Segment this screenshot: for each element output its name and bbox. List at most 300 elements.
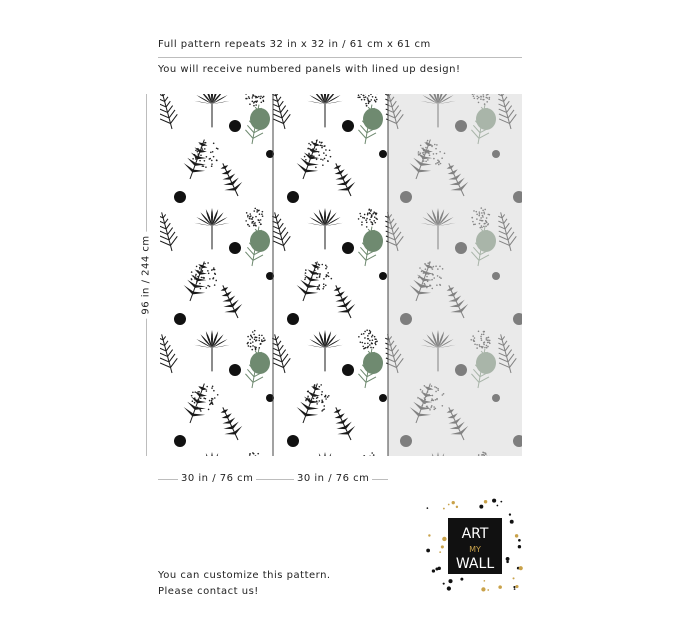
dot-cluster [370, 210, 372, 212]
dot-cluster [194, 397, 196, 399]
dot-cluster [367, 346, 369, 348]
logo-confetti-dot [518, 545, 521, 548]
dot-cluster [323, 278, 325, 280]
dot-cluster [247, 336, 249, 338]
logo-confetti-dot [506, 561, 509, 564]
dot-cluster [260, 95, 262, 97]
dot-cluster [367, 97, 369, 99]
dot-cluster [192, 158, 194, 160]
dot-cluster [254, 101, 256, 103]
dot-cluster [365, 96, 367, 98]
dot-cluster [208, 273, 210, 275]
dot-cluster [201, 277, 203, 279]
contact-text: Please contact us! [158, 586, 259, 597]
dot-cluster [209, 158, 211, 160]
dot-cluster [373, 220, 375, 222]
dot-cluster [369, 101, 371, 103]
dot-cluster [328, 395, 330, 397]
dot-cluster [305, 159, 307, 161]
panel2-width-label: 30 in / 76 cm [294, 473, 372, 484]
logo-confetti-dot [506, 557, 510, 561]
dot-cluster [311, 277, 313, 279]
dot-cluster [202, 150, 204, 152]
dot-cluster [249, 339, 251, 341]
dot-cluster [216, 147, 218, 149]
dot-cluster [322, 288, 324, 290]
dot-cluster [371, 214, 373, 216]
logo-confetti-dot [443, 583, 445, 585]
dot-cluster [250, 342, 252, 344]
dot-cluster [307, 391, 309, 393]
dot-cluster [214, 284, 216, 286]
dot-cluster [360, 341, 362, 343]
dot-cluster [204, 148, 206, 150]
dot-cluster [213, 277, 215, 279]
dot-cluster [316, 159, 318, 161]
dot-cluster [206, 156, 208, 158]
black-blob [229, 364, 241, 376]
dot-cluster [319, 400, 321, 402]
dot-cluster [247, 343, 249, 345]
dot-cluster [308, 154, 310, 156]
dot-cluster [363, 95, 365, 97]
dot-cluster [367, 343, 369, 345]
dot-cluster [314, 270, 316, 272]
dot-cluster [250, 346, 252, 348]
dot-cluster [256, 97, 258, 99]
dot-cluster [200, 394, 202, 396]
dot-cluster [196, 281, 198, 283]
dot-cluster [331, 278, 333, 280]
dot-cluster [374, 222, 376, 224]
logo-confetti-dot [442, 537, 446, 541]
dot-cluster [325, 398, 327, 400]
dot-cluster [363, 97, 365, 99]
dot-cluster [252, 345, 254, 347]
dot-cluster [308, 143, 310, 145]
dot-cluster [213, 156, 215, 158]
dot-cluster [304, 279, 306, 281]
dot-cluster [192, 400, 194, 402]
dot-cluster [323, 145, 325, 147]
dot-cluster [371, 222, 373, 224]
dot-cluster [199, 386, 201, 388]
dot-cluster [315, 272, 317, 274]
dot-cluster [315, 167, 317, 169]
dot-cluster [200, 397, 202, 399]
dot-cluster [310, 149, 312, 151]
dot-cluster [258, 347, 260, 349]
dot-cluster [211, 160, 213, 162]
dot-cluster [212, 151, 214, 153]
dot-cluster [370, 347, 372, 349]
dot-cluster [213, 390, 215, 392]
dot-cluster [211, 400, 213, 402]
dot-cluster [213, 142, 215, 144]
dot-cluster [260, 223, 262, 225]
logo-confetti-dot [519, 566, 523, 570]
black-blob [342, 364, 354, 376]
dot-cluster [263, 337, 265, 339]
dot-cluster [321, 410, 323, 412]
dot-cluster [367, 335, 369, 337]
dot-cluster [203, 165, 205, 167]
dot-cluster [247, 224, 249, 226]
dot-cluster [324, 158, 326, 160]
dot-cluster [258, 340, 260, 342]
dot-cluster [312, 151, 314, 153]
dot-cluster [254, 208, 256, 210]
dot-cluster [253, 210, 255, 212]
logo-confetti-dot [509, 513, 511, 515]
dot-cluster [313, 386, 315, 388]
panels-info-text: You will receive numbered panels with lined up design! [158, 64, 461, 75]
dot-cluster [257, 219, 259, 221]
dot-cluster [255, 104, 257, 106]
dot-cluster [192, 391, 194, 393]
dot-cluster [207, 270, 209, 272]
dot-cluster [366, 218, 368, 220]
dot-cluster [364, 217, 366, 219]
dot-cluster [259, 222, 261, 224]
logo-confetti-dot [513, 577, 515, 579]
dot-cluster [254, 95, 256, 97]
dot-cluster [207, 262, 209, 264]
logo-confetti-dot [510, 520, 514, 524]
dot-cluster [251, 349, 253, 351]
dot-cluster [216, 160, 218, 162]
dot-cluster [202, 277, 204, 279]
dot-cluster [260, 343, 262, 345]
dot-cluster [361, 221, 363, 223]
dot-cluster [374, 338, 376, 340]
dot-cluster [365, 103, 367, 105]
dot-cluster [317, 287, 319, 289]
dot-cluster [317, 273, 319, 275]
logo-confetti-dot [484, 580, 486, 582]
dot-cluster [253, 334, 255, 336]
black-blob [174, 435, 186, 447]
dot-cluster [312, 394, 314, 396]
dot-cluster [262, 97, 264, 99]
dot-cluster [359, 96, 361, 98]
logo-confetti-dot [441, 545, 444, 548]
dot-cluster [328, 276, 330, 278]
dot-cluster [371, 99, 373, 101]
green-blob [363, 108, 383, 130]
dot-cluster [199, 160, 201, 162]
dot-cluster [257, 453, 259, 455]
logo-confetti-dot [427, 507, 429, 509]
dot-cluster [191, 278, 193, 280]
dot-cluster [307, 148, 309, 150]
dot-cluster [327, 272, 329, 274]
dot-cluster [197, 407, 199, 409]
black-blob [287, 435, 299, 447]
dot-cluster [197, 391, 199, 393]
dot-cluster [198, 154, 200, 156]
black-blob [229, 120, 241, 132]
dot-cluster [369, 340, 371, 342]
dot-cluster [371, 343, 373, 345]
dot-cluster [318, 386, 320, 388]
dot-cluster [261, 335, 263, 337]
panel3-overlay [388, 94, 522, 456]
dot-cluster [305, 399, 307, 401]
dot-cluster [250, 335, 252, 337]
logo-confetti-dot [500, 501, 502, 503]
dot-cluster [197, 270, 199, 272]
logo-confetti-dot [438, 567, 441, 570]
black-blob [174, 191, 186, 203]
dot-cluster [314, 384, 316, 386]
dot-cluster [364, 337, 366, 339]
dot-cluster [251, 97, 253, 99]
black-dot [379, 150, 387, 158]
dot-cluster [363, 348, 365, 350]
dot-cluster [262, 215, 264, 217]
logo-confetti-dot [443, 508, 445, 510]
dot-cluster [213, 267, 215, 269]
dot-cluster [374, 342, 376, 344]
dot-cluster [254, 338, 256, 340]
dot-cluster [367, 338, 369, 340]
dot-cluster [253, 453, 255, 455]
dot-cluster [376, 99, 378, 101]
art-my-wall-logo [426, 498, 524, 596]
dot-cluster [326, 266, 328, 268]
dot-cluster [307, 395, 309, 397]
height-dimension-label: 96 in / 244 cm [141, 231, 152, 318]
dot-cluster [362, 217, 364, 219]
dot-cluster [209, 278, 211, 280]
dot-cluster [322, 159, 324, 161]
dot-cluster [322, 164, 324, 166]
dot-cluster [366, 329, 368, 331]
dot-cluster [194, 154, 196, 156]
dot-cluster [327, 396, 329, 398]
dot-cluster [250, 215, 252, 217]
dot-cluster [364, 331, 366, 333]
dot-cluster [373, 211, 375, 213]
dot-cluster [249, 213, 251, 215]
dot-cluster [211, 387, 213, 389]
dot-cluster [321, 391, 323, 393]
dot-cluster [252, 217, 254, 219]
dot-cluster [196, 266, 198, 268]
dot-cluster [259, 337, 261, 339]
dot-cluster [263, 100, 265, 102]
black-blob [287, 313, 299, 325]
dot-cluster [368, 333, 370, 335]
dot-cluster [259, 334, 261, 336]
logo-confetti-dot [428, 534, 430, 536]
dot-cluster [323, 405, 325, 407]
dot-cluster [199, 409, 201, 411]
dot-cluster [209, 400, 211, 402]
dot-cluster [257, 210, 259, 212]
dot-cluster [321, 147, 323, 149]
dot-cluster [361, 333, 363, 335]
dot-cluster [198, 400, 200, 402]
panel1-width-label: 30 in / 76 cm [178, 473, 256, 484]
pattern-repeat-text: Full pattern repeats 32 in x 32 in / 61 cm x 61 cm [158, 39, 431, 50]
dot-cluster [370, 331, 372, 333]
dot-cluster [321, 402, 323, 404]
dot-cluster [317, 397, 319, 399]
dot-cluster [254, 222, 256, 224]
dot-cluster [205, 166, 207, 168]
dot-cluster [325, 265, 327, 267]
dot-cluster [199, 279, 201, 281]
dot-cluster [246, 98, 248, 100]
dot-cluster [197, 148, 199, 150]
logo-confetti-dot [492, 499, 496, 503]
dot-cluster [211, 165, 213, 167]
dot-cluster [195, 150, 197, 152]
black-dot [379, 394, 387, 402]
dot-cluster [320, 384, 322, 386]
dot-cluster [314, 143, 316, 145]
dot-cluster [376, 218, 378, 220]
dot-cluster [358, 218, 360, 220]
dot-cluster [325, 154, 327, 156]
dot-cluster [313, 398, 315, 400]
dot-cluster [305, 272, 307, 274]
dot-cluster [364, 214, 366, 216]
black-blob [229, 242, 241, 254]
dot-cluster [367, 213, 369, 215]
dot-cluster [323, 283, 325, 285]
dot-cluster [362, 342, 364, 344]
dot-cluster [358, 94, 360, 96]
dot-cluster [260, 102, 262, 104]
dot-cluster [312, 148, 314, 150]
logo-confetti-dot [515, 534, 518, 537]
black-blob [342, 242, 354, 254]
dot-cluster [255, 216, 257, 218]
dot-cluster [200, 288, 202, 290]
dot-cluster [376, 341, 378, 343]
green-blob [363, 230, 383, 252]
dot-cluster [372, 335, 374, 337]
dot-cluster [360, 215, 362, 217]
dot-cluster [309, 286, 311, 288]
logo-confetti-dot [479, 505, 483, 509]
dot-cluster [318, 285, 320, 287]
dot-cluster [325, 395, 327, 397]
logo-confetti-dot [514, 588, 516, 590]
dot-cluster [200, 154, 202, 156]
dot-cluster [370, 216, 372, 218]
dot-cluster [253, 105, 255, 107]
dot-cluster [249, 453, 251, 455]
logo-confetti-dot [515, 585, 518, 588]
logo-confetti-dot [456, 506, 458, 508]
dot-cluster [325, 149, 327, 151]
logo-confetti-dot [498, 585, 502, 589]
dot-cluster [205, 398, 207, 400]
dot-cluster [361, 99, 363, 101]
logo-confetti-dot [481, 587, 485, 591]
dot-cluster [318, 151, 320, 153]
dot-cluster [214, 397, 216, 399]
dot-cluster [372, 213, 374, 215]
dot-cluster [307, 397, 309, 399]
dot-cluster [311, 141, 313, 143]
dot-cluster [318, 154, 320, 156]
dot-cluster [369, 219, 371, 221]
dot-cluster [260, 98, 262, 100]
dot-cluster [321, 399, 323, 401]
dot-cluster [367, 99, 369, 101]
dot-cluster [321, 394, 323, 396]
dot-cluster [312, 155, 314, 157]
dot-cluster [247, 216, 249, 218]
dot-cluster [194, 391, 196, 393]
black-blob [174, 313, 186, 325]
dot-cluster [252, 95, 254, 97]
dot-cluster [317, 286, 319, 288]
dot-cluster [195, 275, 197, 277]
dot-cluster [199, 143, 201, 145]
dot-cluster [327, 160, 329, 162]
dot-cluster [252, 221, 254, 223]
dot-cluster [320, 158, 322, 160]
dot-cluster [318, 264, 320, 266]
dot-cluster [314, 395, 316, 397]
logo-confetti-dot [487, 589, 489, 591]
dot-cluster [206, 386, 208, 388]
logo-confetti-dot [448, 579, 452, 583]
dot-cluster [264, 339, 266, 341]
dot-cluster [373, 454, 375, 456]
logo-confetti-dot [447, 586, 451, 590]
dot-cluster [262, 341, 264, 343]
dot-cluster [365, 347, 367, 349]
dot-cluster [248, 345, 250, 347]
green-blob [250, 352, 270, 374]
dot-cluster [361, 224, 363, 226]
dot-cluster [369, 212, 371, 214]
dot-cluster [366, 222, 368, 224]
dot-cluster [253, 225, 255, 227]
dot-cluster [197, 276, 199, 278]
dot-cluster [368, 208, 370, 210]
dot-cluster [372, 96, 374, 98]
logo-confetti-dot [513, 586, 515, 588]
logo-confetti-dot [432, 569, 435, 572]
dot-cluster [204, 160, 206, 162]
dot-cluster [373, 347, 375, 349]
dot-cluster [197, 151, 199, 153]
dot-cluster [372, 224, 374, 226]
dot-cluster [326, 275, 328, 277]
logo-art-text: ART [461, 526, 489, 542]
dot-cluster [309, 398, 311, 400]
logo-confetti-dot [452, 501, 455, 504]
dot-cluster [195, 274, 197, 276]
dot-cluster [212, 385, 214, 387]
dot-cluster [247, 215, 249, 217]
logo-confetti-dot [448, 504, 450, 506]
dot-cluster [316, 403, 318, 405]
dot-cluster [364, 343, 366, 345]
dot-cluster [371, 336, 373, 338]
dot-cluster [246, 212, 248, 214]
dot-cluster [371, 452, 373, 454]
dot-cluster [251, 222, 253, 224]
